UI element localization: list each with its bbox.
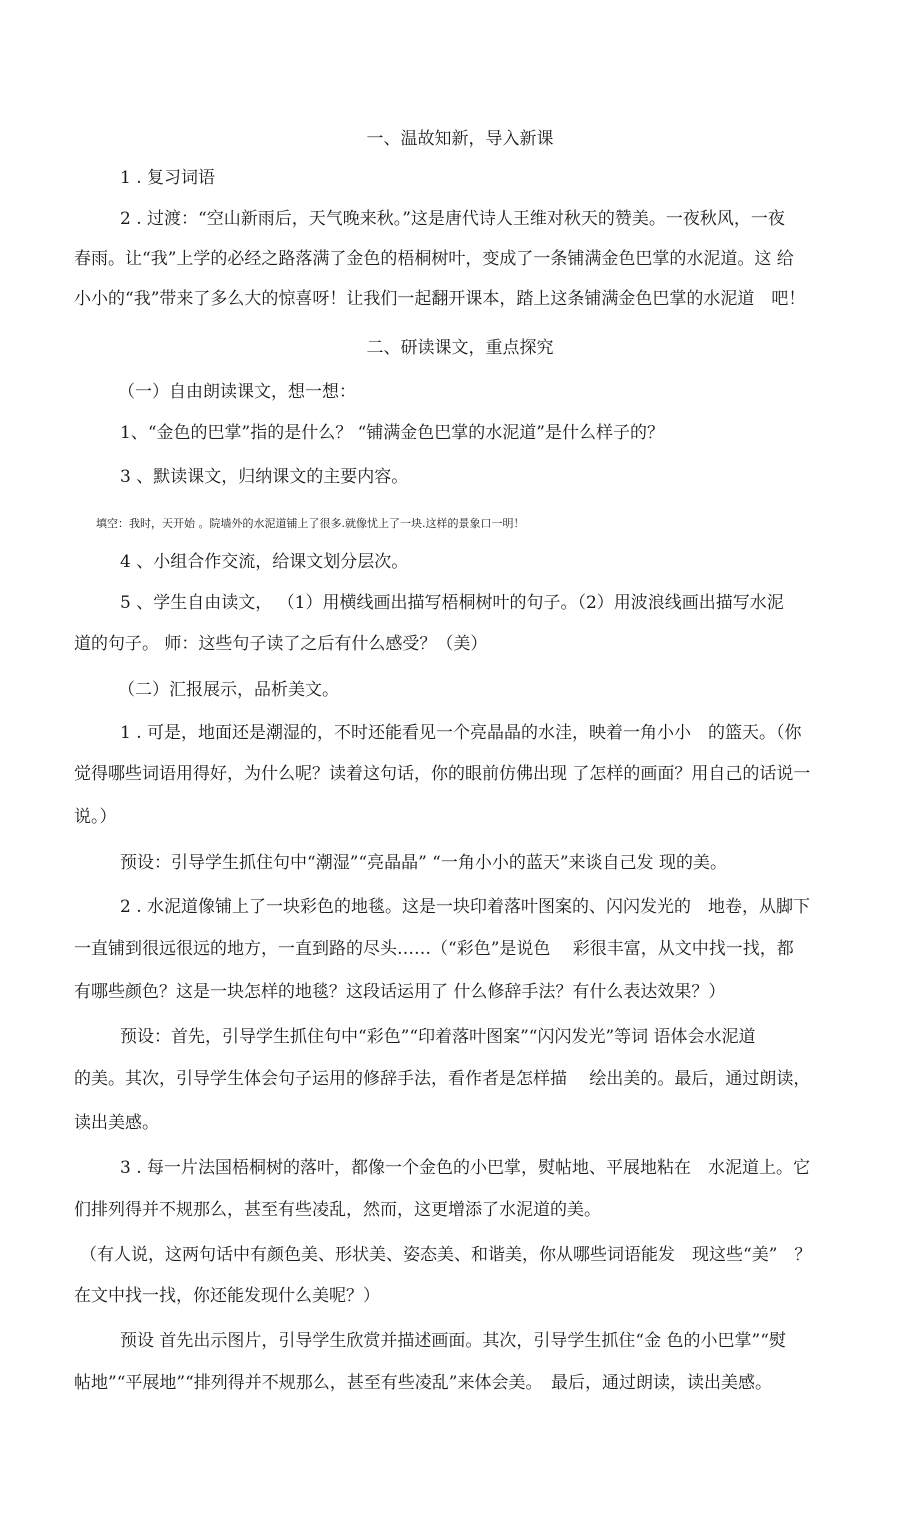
note-line-1: （有人说，这两句话中有颜色美、形状美、姿态美、和谐美，你从哪些词语能发 现这些“美” ？ bbox=[80, 1245, 812, 1265]
heading-one: 一、温故知新，导入新课 bbox=[366, 129, 554, 149]
question-5-line-2: 道的句子。 师：这些句子读了之后有什么感受？（美） bbox=[74, 634, 488, 654]
analysis-2-line-1: 2 . 水泥道像铺上了一块彩色的地毯。这是一块印着落叶图案的、闪闪发光的 地卷，从脚下 bbox=[120, 897, 811, 917]
question-4: 4 、小组合作交流，给课文划分层次。 bbox=[120, 552, 409, 572]
preset-1: 预设：引导学生抓住句中“潮湿”“亮晶晶” “一角小小的蓝天”来谈自己发 现的美。 bbox=[120, 853, 727, 873]
analysis-1-line-1: 1 . 可是，地面还是潮湿的，不时还能看见一个亮晶晶的水洼，映着一角小小 的篮天。（你 bbox=[120, 723, 802, 743]
section-one-title: （一）自由朗读课文，想一想： bbox=[118, 382, 356, 402]
note-line-2: 在文中找一找，你还能发现什么美呢？） bbox=[74, 1286, 380, 1306]
analysis-1-line-3: 说。） bbox=[74, 807, 117, 827]
paragraph-transition-line-3: 小小的“我”带来了多么大的惊喜呀！让我们一起翻开课本，踏上这条铺满金色巴掌的水泥道 吧！ bbox=[74, 289, 806, 309]
preset-3-line-2: 帖地”“平展地”“排列得并不规那么，甚至有些凌乱”来体会美。 最后，通过朗读，读出美感。 bbox=[74, 1373, 772, 1393]
question-1: 1、“金色的巴掌”指的是什么？ “铺满金色巴掌的水泥道”是什么样子的？ bbox=[120, 423, 664, 443]
question-5-line-1: 5 、学生自由读文， （1）用横线画出描写梧桐树叶的句子。（2）用波浪线画出描写水泥 bbox=[120, 593, 784, 613]
fill-in-blank: 填空：我时，天开始 。院墙外的水泥道铺上了很多.就像忧上了一块.这样的景象口一明！ bbox=[96, 517, 525, 530]
paragraph-transition-line-2: 春雨。让“我”上学的必经之路落满了金色的梧桐树叶，变成了一条铺满金色巴掌的水泥道。这 给 bbox=[74, 249, 794, 269]
question-3: 3 、默读课文，归纳课文的主要内容。 bbox=[120, 467, 409, 487]
preset-3-line-1: 预设 首先出示图片，引导学生欣赏并描述画面。其次，引导学生抓住“金 色的小巴掌”“熨 bbox=[120, 1331, 786, 1351]
preset-2-line-1: 预设：首先，引导学生抓住句中“彩色”“印着落叶图案”“闪闪发光”等词 语体会水泥道 bbox=[120, 1027, 756, 1047]
paragraph-review-words: 1 . 复习词语 bbox=[120, 168, 216, 188]
section-two-title: （二）汇报展示，品析美文。 bbox=[118, 680, 339, 700]
analysis-2-line-3: 有哪些颜色？这是一块怎样的地毯？这段话运用了 什么修辞手法？有什么表达效果？） bbox=[74, 982, 726, 1002]
heading-two: 二、研读课文，重点探究 bbox=[366, 338, 554, 358]
analysis-2-line-2: 一直铺到很远很远的地方，一直到路的尽头……（“彩色”是说色 彩很丰富，从文中找一找，都 bbox=[74, 939, 794, 959]
analysis-1-line-2: 觉得哪些词语用得好，为什么呢？读着这句话，你的眼前仿佛出现 了怎样的画面？用自己的话说一 bbox=[74, 764, 811, 784]
analysis-3-line-1: 3 . 每一片法国梧桐树的落叶，都像一个金色的小巴掌，熨帖地、平展地粘在 水泥道上。它 bbox=[120, 1158, 811, 1178]
preset-2-line-2: 的美。其次，引导学生体会句子运用的修辞手法，看作者是怎样描 绘出美的。最后，通过朗读， bbox=[74, 1069, 811, 1089]
preset-2-line-3: 读出美感。 bbox=[74, 1113, 159, 1133]
analysis-3-line-2: 们排列得并不规那么，甚至有些凌乱，然而，这更增添了水泥道的美。 bbox=[74, 1200, 601, 1220]
paragraph-transition-line-1: 2 . 过渡：“空山新雨后，天气晚来秋。”这是唐代诗人王维对秋天的赞美。一夜秋风，一夜 bbox=[120, 209, 785, 229]
